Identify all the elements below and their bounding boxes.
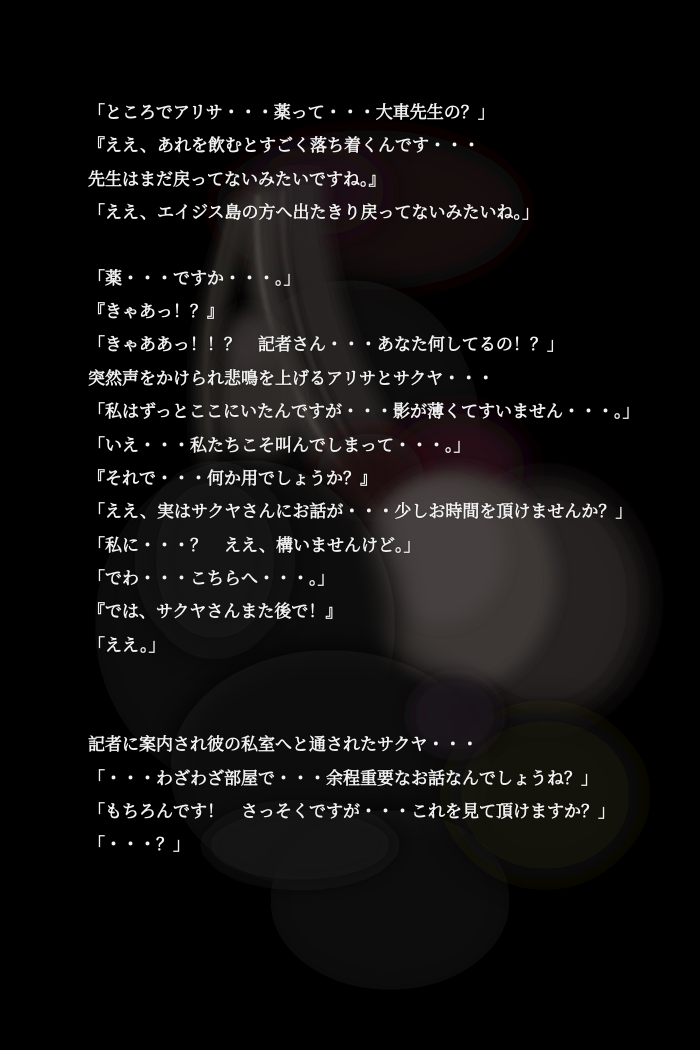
narration-line: 記者に案内され彼の私室へと通されたサクヤ・・・ — [88, 735, 479, 755]
dialogue-line: 先生はまだ戻ってないみたいですね。』 — [88, 169, 386, 189]
dialogue-line: 「薬・・・ですか・・・。」 — [88, 268, 301, 288]
dialogue-line: 「私に・・・？ ええ、構いませんけど。」 — [88, 535, 421, 555]
dialogue-line: 「もちろんです！ さっそくですが・・・これを見て頂けますか？」 — [88, 802, 615, 822]
dialogue-line: 「ええ、実はサクヤさんにお話が・・・少しお時間を頂けませんか？」 — [88, 502, 633, 522]
dialogue-line: 「私はずっとここにいたんですが・・・影が薄くてすいません・・・。」 — [88, 402, 640, 422]
dialogue-line: 「ええ、エイジス島の方へ出たきり戻ってないみたいね。」 — [88, 203, 540, 223]
dialogue-line: 『それで・・・何か用でしょうか？』 — [88, 468, 377, 488]
dialogue-line: 「でわ・・・こちらへ・・・。」 — [88, 569, 335, 589]
narration-line: 突然声をかけられ悲鳴を上げるアリサとサクヤ・・・ — [88, 368, 495, 388]
dialogue-block-1 — [88, 96, 648, 230]
dialogue-line: 「・・・？」 — [88, 835, 190, 855]
dialogue-block-3 — [88, 728, 648, 862]
dialogue-block-2 — [88, 262, 648, 663]
dialogue-line: 「ええ。」 — [88, 635, 166, 655]
dialogue-line: 「いえ・・・私たちこそ叫んでしまって・・・。」 — [88, 435, 471, 455]
dialogue-line: 『ええ、あれを飲むとすごく落ち着くんです・・・ — [88, 136, 481, 156]
dialogue-line: 「きゃああっ！！？ 記者さん・・・あなた何してるの！？」 — [88, 335, 564, 355]
dialogue-line: 「・・・わざわざ部屋で・・・余程重要なお話なんでしょうね？」 — [88, 768, 598, 788]
dialogue-line: 『では、サクヤさんまた後で！』 — [88, 602, 343, 622]
dialogue-line: 「ところでアリサ・・・薬って・・・大車先生の？」 — [88, 103, 495, 122]
story-text — [88, 96, 648, 862]
dialogue-line: 『きゃあっ！？』 — [88, 301, 224, 321]
